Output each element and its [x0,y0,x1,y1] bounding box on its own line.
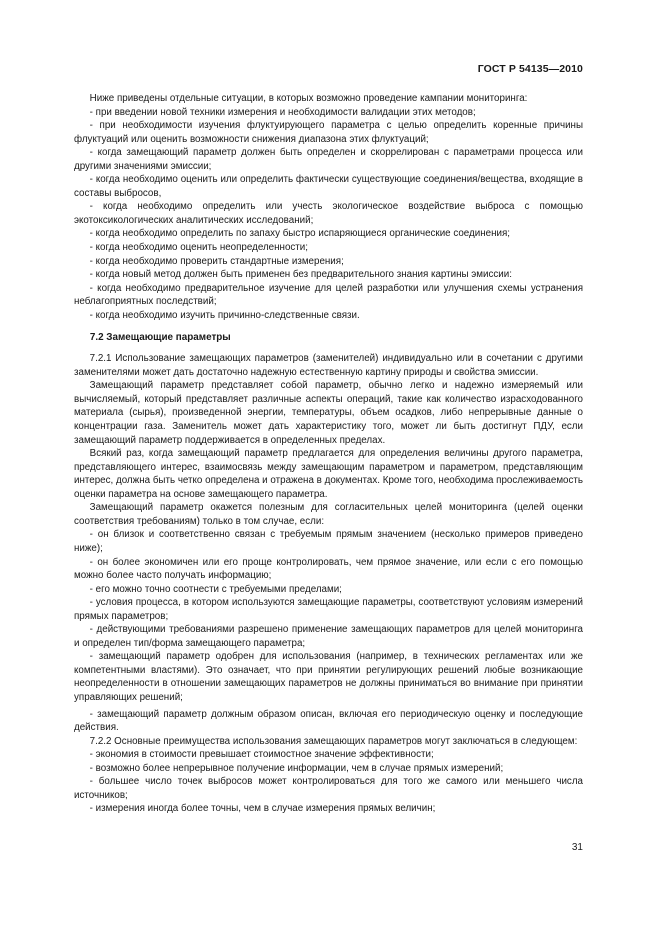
paragraph: Замещающий параметр окажется полезным для согласительных целей мониторинга (целей оценки соответствия требованиям) только в том случае, если: [74,502,583,527]
surrogate-parameters-block [74,352,583,734]
monitoring-situations-block [74,92,583,322]
list-item: - при необходимости изучения флуктуирующего параметра с целью определить коренные причины флуктуаций или оценить возможности снижения диапазона этих флуктуаций; [74,120,583,145]
paragraph: Замещающий параметр представляет собой параметр, обычно легко и надежно измеряемый или вычисляемый, который представляет различные аспекты операций, такие как количество израсходованного материала (сырья), произведенной энергии, температуры, объем осадков, либо непрерывные данные о концентрации газа. Заменитель может дать характеристику того, может ли быть достигнут ПДУ, если замещающий параметр поддерживается в определенных пределах. [74,380,583,446]
list-item: - когда необходимо предварительное изучение для целей разработки или улучшения схемы устранения неблагоприятных последствий; [74,282,583,308]
list-item: - когда необходимо оценить неопределенности; [89,242,308,254]
list-item: - когда необходимо оценить или определить фактически существующие соединения/вещества, входящие в составы выбросов, [74,174,583,199]
document-body [74,92,583,816]
advantages-block [74,735,583,816]
list-item: - замещающий параметр одобрен для использования (например, в технических регламентах или же компетентными властями). Это означает, что при принятии регулирующих решений любые возникающие неопределенности в отношении замещающих параметров не должны приниматься во внимание при принятии управляющих решений; [74,651,583,703]
page-number: 31 [571,842,583,853]
list-item: - когда необходимо проверить стандартные измерения; [89,255,344,267]
list-item: - он близок и соответственно связан с требуемым прямым значением (несколько примеров приведено ниже); [74,529,583,554]
paragraph: Ниже приведены отдельные ситуации, в которых возможно проведение кампании мониторинга: [89,93,528,104]
list-item: - когда необходимо определить по запаху быстро испаряющиеся органические соединения; [89,228,510,240]
list-item: - его можно точно соотнести с требуемыми пределами; [89,583,342,595]
document-code: ГОСТ Р 54135—2010 [477,63,583,75]
list-item: - экономия в стоимости превышает стоимостное значение эффективности; [89,749,434,761]
list-item: - большее число точек выбросов может контролироваться для того же самого или меньшего числа источников; [74,776,583,801]
list-item: - когда необходимо изучить причинно-следственные связи. [89,309,360,321]
list-item: - действующими требованиями разрешено применение замещающих параметров для целей мониторинга и определен тип/форма замещающего параметра; [74,624,583,649]
list-item: - замещающий параметр должным образом описан, включая его периодическую оценку и последующие действия. [74,708,583,734]
list-item: - когда необходимо определить или учесть экологическое воздействие выброса с помощью экотоксикологических аналитических исследований; [74,201,583,226]
paragraph: 7.2.1 Использование замещающих параметров (заменителей) индивидуально или в сочетании с другими заменителями может дать достаточно надежную естественную картину природы и свойства эмиссии. [74,353,583,378]
list-item: - возможно более непрерывное получение информации, чем в случае прямых измерений; [89,762,504,774]
paragraph: Всякий раз, когда замещающий параметр предлагается для определения величины другого параметра, представляющего интерес, взаимосвязь между замещающим параметром и параметром, представляющим интерес, должна быть четко определена и отражена в документах. Кроме того, необходима прослеживаемость оценки параметра на основе замещающего параметра. [74,448,583,500]
paragraph: 7.2.2 Основные преимущества использования замещающих параметров могут заключаться в следующем: [89,735,578,747]
list-item: - когда новый метод должен быть применен без предварительного знания картины эмиссии: [89,269,512,281]
list-item: - условия процесса, в котором используются замещающие параметры, соответствуют условиям измерений прямых параметров; [74,597,583,622]
list-item: - измерения иногда более точны, чем в случае измерения прямых величин; [89,803,436,815]
list-item: - когда замещающий параметр должен быть определен и скоррелирован с параметрами процесса или другими значениями эмиссии; [74,147,583,172]
section-heading: 7.2 Замещающие параметры [89,332,231,344]
list-item: - при введении новой техники измерения и необходимости валидации этих методов; [89,106,476,118]
list-item: - он более экономичен или его проще контролировать, чем прямое значение, или если с его помощью можно более часто получать информацию; [74,556,583,582]
